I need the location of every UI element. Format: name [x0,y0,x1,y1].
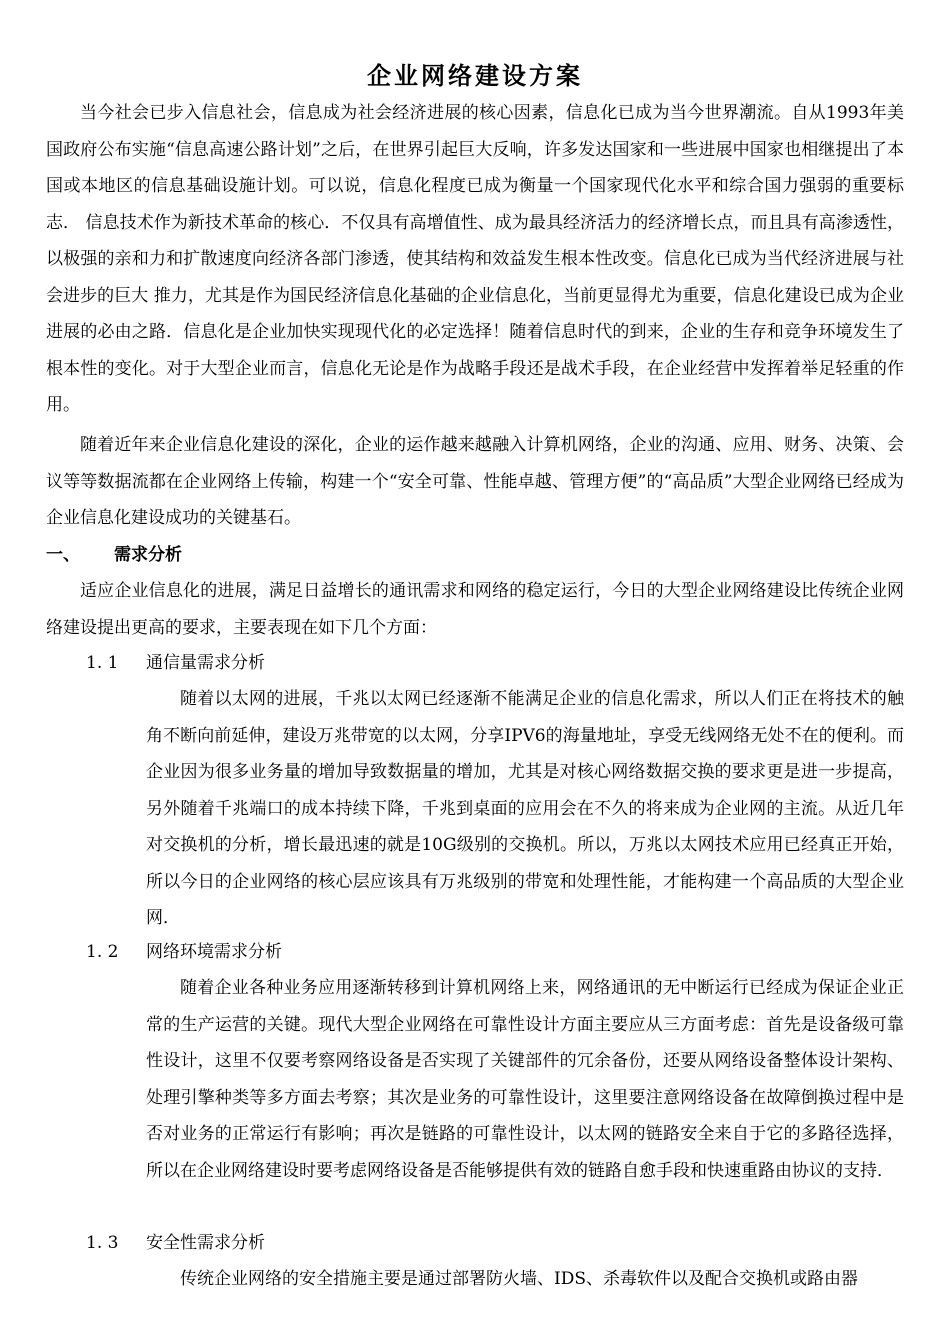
intro-paragraph-2: 随着近年来企业信息化建设的深化，企业的运作越来越融入计算机网络，企业的沟通、应用、财务、决策、会议等等数据流都在企业网络上传输，构建一个“安全可靠、性能卓越、管理方便”的“高品质”大型企业网络已经成为企业信息化建设成功的关键基石。 [46,435,904,528]
page-title: 企业网络建设方案 [367,62,583,90]
subsection-1-3-heading [86,1225,265,1261]
subsection-1-2-text: 随着企业各种业务应用逐渐转移到计算机网络上来，网络通讯的无中断运行已经成为保证企业正常的生产运营的关键。现代大型企业网络在可靠性设计方面主要应从三方面考虑：首先是设备级可靠性设计，这里不仅要考察网络设备是否实现了关键部件的冗余备份，还要从网络设备整体设计架构、处理引擎种类等多方面去考察；其次是业务的可靠性设计，这里要注意网络设备在故障倒换过程中是否对业务的正常运行有影响；再次是链路的可靠性设计，以太网的链路安全来自于它的多路径选择，所以在企业网络建设时要考虑网络设备是否能够提供有效的链路自愈手段和快速重路由协议的支持． [146,978,904,1181]
section-1-title: 需求分析 [114,545,182,565]
section-1-intro: 适应企业信息化的进展，满足日益增长的通讯需求和网络的稳定运行，今日的大型企业网络建设比传统企业网络建设提出更高的要求，主要表现在如下几个方面： [46,581,904,638]
subsection-1-1-number: 1. 1 [86,653,119,673]
section-1-number: 一、 [46,545,80,565]
subsection-1-1-text: 随着以太网的进展，千兆以太网已经逐渐不能满足企业的信息化需求，所以人们正在将技术的触角不断向前延伸，建设万兆带宽的以太网，分享IPV6的海量地址，享受无线网络无处不在的便利。而企业因为很多业务量的增加导致数据量的增加，尤其是对核心网络数据交换的要求更是进一步提高，另外随着千兆端口的成本持续下降，千兆到桌面的应用会在不久的将来成为企业网的主流。从近几年对交换机的分析，增长最迅速的就是10G级别的交换机。所以，万兆以太网技术应用已经真正开始，所以今日的企业网络的核心层应该具有万兆级别的带宽和处理性能，才能构建一个高品质的大型企业网． [146,689,904,928]
subsection-1-2-heading [86,934,282,970]
subsection-1-3-number: 1. 3 [86,1233,119,1253]
subsection-1-1-heading [86,645,265,681]
subsection-1-2-number: 1. 2 [86,942,119,962]
subsection-1-1-title: 通信量需求分析 [146,653,265,673]
subsection-1-3-title: 安全性需求分析 [146,1233,265,1253]
subsection-1-3-text: 传统企业网络的安全措施主要是通过部署防火墙、IDS、杀毒软件以及配合交换机或路由器 [180,1269,858,1289]
intro-paragraph-1: 当今社会已步入信息社会，信息成为社会经济进展的核心因素，信息化已成为当今世界潮流。自从1993年美国政府公布实施“信息高速公路计划”之后，在世界引起巨大反响，许多发达国家和一些进展中国家也相继提出了本国或本地区的信息基础设施计划。可以说，信息化程度已成为衡量一个国家现代化水平和综合国力强弱的重要标志． 信息技术作为新技术革命的核心．不仅具有高增值性、成为最具经济活力的经济增长点，而且具有高渗透性，以极强的亲和力和扩散速度向经济各部门渗透，使其结构和效益发生根本性改变。信息化已成为当代经济进展与社会进步的巨大 推力，尤其是作为国民经济信息化基础的企业信息化，当前更显得尤为重要，信息化建设已成为企业进展的必由之路．信息化是企业加快实现现代化的必定选择！随着信息时代的到来，企业的生存和竞争环境发生了根本性的变化。对于大型企业而言，信息化无论是作为战略手段还是战术手段，在企业经营中发挥着举足轻重的作用。 [46,103,904,415]
subsection-1-2-title: 网络环境需求分析 [146,942,282,962]
section-1-heading [46,537,182,573]
